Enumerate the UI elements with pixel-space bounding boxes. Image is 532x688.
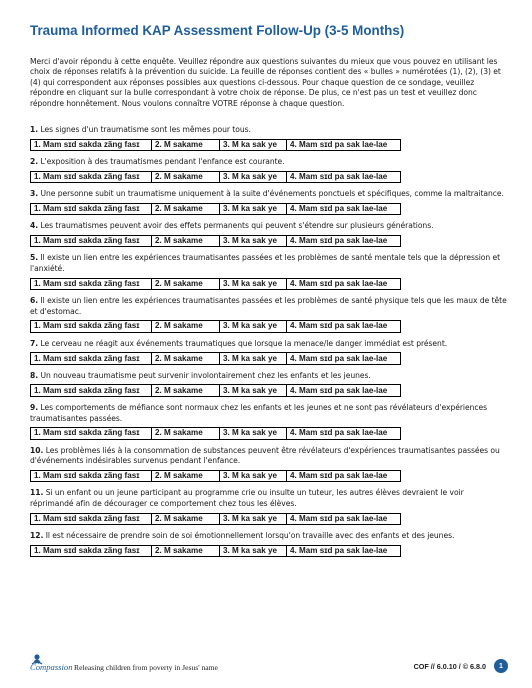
answer-option-1[interactable]: 1. Mam sɪd sakda zãng fasɪ [31, 385, 152, 396]
question-text [30, 253, 508, 274]
answer-option-1[interactable]: 1. Mam sɪd sakda zãng fasɪ [31, 471, 152, 482]
answer-option-3[interactable]: 3. M ka sak ye [220, 514, 287, 525]
answer-option-1[interactable]: 1. Mam sɪd sakda zãng fasɪ [31, 204, 152, 215]
answer-option-1[interactable]: 1. Mam sɪd sakda zãng fasɪ [31, 514, 152, 525]
answer-option-1[interactable]: 1. Mam sɪd sakda zãng fasɪ [31, 236, 152, 247]
answer-option-2[interactable]: 2. M sakame [152, 140, 220, 151]
document-code: COF // 6.0.10 / © 6.8.0 [413, 662, 486, 671]
footer-tagline: Releasing children from poverty in Jesus' name [74, 663, 218, 672]
question-list [30, 125, 508, 563]
question-item [30, 446, 508, 483]
answer-option-1[interactable]: 1. Mam sɪd sakda zãng fasɪ [31, 279, 152, 290]
answer-option-4[interactable]: 4. Mam sɪd pa sak lae-lae [290, 171, 388, 181]
question-label: Les comportements de méfiance sont normaux chez les enfants et les jeunes et ne sont pas révélateurs d'expériences traumatisantes passées. [30, 402, 488, 423]
answer-option-4[interactable]: 4. Mam sɪd pa sak lae-lae [290, 203, 388, 213]
answer-options [30, 545, 401, 558]
answer-options [30, 139, 401, 152]
answer-option-2[interactable]: 2. M sakame [152, 279, 220, 290]
question-number: 6. [30, 296, 39, 306]
question-text [30, 157, 508, 168]
question-number: 2. [30, 157, 39, 167]
answer-option-3[interactable]: 3. M ka sak ye [220, 279, 287, 290]
question-text [30, 339, 508, 350]
question-text [30, 446, 508, 467]
answer-option-2[interactable]: 2. M sakame [152, 236, 220, 247]
answer-option-1[interactable]: 1. Mam sɪd sakda zãng fasɪ [31, 428, 152, 439]
question-label: Il est nécessaire de prendre soin de soi émotionnellement lorsqu'on travaille avec des enfants et des jeunes. [45, 531, 455, 540]
question-item [30, 403, 508, 440]
question-label: Les problèmes liés à la consommation de substances peuvent être révélateurs d'expériences traumatisantes passées ou d'événements indésirables survenus pendant l'enfance. [30, 445, 500, 466]
question-label: Un nouveau traumatisme peut survenir involontairement chez les enfants et les jeunes. [40, 370, 371, 380]
question-number: 7. [30, 338, 39, 348]
question-label: Une personne subit un traumatisme uniquement à la suite d'événements ponctuels et spécifiques, comme la maltraitance. [40, 189, 504, 199]
answer-option-2[interactable]: 2. M sakame [152, 204, 220, 215]
answer-option-1[interactable]: 1. Mam sɪd sakda zãng fasɪ [31, 172, 152, 183]
question-label: L'exposition à des traumatismes pendant l'enfance est courante. [40, 157, 285, 167]
question-item [30, 339, 508, 365]
answer-option-3[interactable]: 3. M ka sak ye [220, 321, 287, 332]
answer-options [30, 513, 401, 526]
question-text [30, 488, 508, 509]
answer-option-1[interactable]: 1. Mam sɪd sakda zãng fasɪ [31, 546, 152, 557]
answer-option-3[interactable]: 3. M ka sak ye [220, 353, 287, 364]
page-footer [30, 652, 508, 676]
page-title: Trauma Informed KAP Assessment Follow-Up (3-5 Months) [30, 23, 405, 38]
answer-option-3[interactable]: 3. M ka sak ye [220, 140, 287, 151]
answer-option-2[interactable]: 2. M sakame [152, 172, 220, 183]
question-label: Le cerveau ne réagit aux événements traumatiques que lorsque la menace/le danger immédiat est présent. [40, 338, 448, 348]
question-item [30, 296, 508, 333]
answer-options [30, 278, 401, 291]
answer-option-2[interactable]: 2. M sakame [152, 353, 220, 364]
question-label: Il existe un lien entre les expériences traumatisantes passées et les problèmes de santé mentale tels que la dépression et l'anxiété. [30, 253, 501, 273]
answer-option-3[interactable]: 3. M ka sak ye [220, 172, 287, 183]
answer-option-4[interactable]: 4. Mam sɪd pa sak lae-lae [290, 385, 388, 395]
question-number: 3. [30, 189, 39, 199]
question-item [30, 221, 508, 247]
question-item [30, 488, 508, 525]
answer-option-4[interactable]: 4. Mam sɪd pa sak lae-lae [290, 353, 388, 363]
answer-option-3[interactable]: 3. M ka sak ye [220, 428, 287, 439]
answer-option-4[interactable]: 4. Mam sɪd pa sak lae-lae [290, 513, 388, 523]
question-number: 4. [30, 221, 39, 231]
answer-option-4[interactable]: 4. Mam sɪd pa sak lae-lae [290, 236, 388, 246]
answer-options [30, 235, 401, 248]
question-label: Si un enfant ou un jeune participant au programme crie ou insulte un tuteur, les autres élèves devraient le voir réprimandé afin de décourager ce comportement chez tous les élèves. [30, 488, 464, 508]
question-text [30, 189, 508, 200]
question-number: 8. [30, 370, 39, 380]
answer-option-4[interactable]: 4. Mam sɪd pa sak lae-lae [290, 278, 388, 288]
question-number: 9. [30, 402, 39, 412]
answer-option-4[interactable]: 4. Mam sɪd pa sak lae-lae [290, 471, 388, 481]
answer-options [30, 320, 401, 333]
answer-option-2[interactable]: 2. M sakame [152, 428, 220, 439]
answer-option-1[interactable]: 1. Mam sɪd sakda zãng fasɪ [31, 353, 152, 364]
answer-option-4[interactable]: 4. Mam sɪd pa sak lae-lae [290, 545, 388, 555]
question-label: Les traumatismes peuvent avoir des effets permanents qui peuvent s'étendre sur plusieurs générations. [40, 221, 434, 231]
answer-options [30, 352, 401, 365]
question-number: 5. [30, 253, 39, 263]
question-number: 1. [30, 125, 39, 134]
question-number: 11. [30, 488, 44, 498]
answer-option-3[interactable]: 3. M ka sak ye [220, 204, 287, 215]
answer-option-2[interactable]: 2. M sakame [152, 514, 220, 525]
page-number-badge: 1 [494, 659, 508, 673]
question-number: 10. [30, 445, 44, 455]
answer-option-2[interactable]: 2. M sakame [152, 385, 220, 396]
answer-option-1[interactable]: 1. Mam sɪd sakda zãng fasɪ [31, 321, 152, 332]
intro-paragraph: Merci d'avoir répondu à cette enquête. Veuillez répondre aux questions suivantes du mieux que vous pouvez en utilisant les choix de réponses relatifs à la prévention du suicide. La feuille de réponses contient des « bulles » numérotées (1), (2), (3) et (4) qui correspondent aux réponses possibles aux questions ci-dessous. Pour chaque question de ce sondage, veuillez répondre en cliquant sur la bulle correspondant à votre choix de réponse. De plus, ce n'est pas un test et veuillez donc répondre honnêtement. Nous voulons connaître VOTRE réponse à chaque question. [30, 57, 501, 108]
answer-option-2[interactable]: 2. M sakame [152, 546, 220, 557]
question-text [30, 221, 508, 232]
answer-option-3[interactable]: 3. M ka sak ye [220, 236, 287, 247]
question-item [30, 157, 508, 183]
answer-option-3[interactable]: 3. M ka sak ye [220, 385, 287, 396]
answer-option-1[interactable]: 1. Mam sɪd sakda zãng fasɪ [31, 140, 152, 151]
question-label: Il existe un lien entre les expériences traumatisantes passées et les problèmes de santé physique tels que les maux de tête et d'estomac. [30, 296, 507, 316]
answer-options [30, 427, 401, 440]
answer-option-4[interactable]: 4. Mam sɪd pa sak lae-lae [290, 139, 388, 149]
answer-option-3[interactable]: 3. M ka sak ye [220, 471, 287, 482]
answer-options [30, 384, 401, 397]
answer-option-4[interactable]: 4. Mam sɪd pa sak lae-lae [290, 321, 388, 331]
question-item [30, 125, 508, 151]
question-text [30, 371, 508, 382]
question-item [30, 531, 508, 557]
question-text [30, 531, 508, 542]
question-text [30, 403, 508, 424]
answer-options [30, 203, 401, 216]
answer-options [30, 171, 401, 184]
question-number: 12. [30, 531, 44, 540]
question-item [30, 371, 508, 397]
question-text [30, 296, 508, 317]
answer-option-2[interactable]: 2. M sakame [152, 321, 220, 332]
answer-option-2[interactable]: 2. M sakame [152, 471, 220, 482]
answer-option-3[interactable]: 3. M ka sak ye [220, 546, 287, 557]
answer-option-4[interactable]: 4. Mam sɪd pa sak lae-lae [290, 428, 388, 438]
question-item [30, 253, 508, 290]
question-item [30, 189, 508, 215]
question-text [30, 125, 508, 136]
answer-options [30, 470, 401, 483]
question-label: Les signes d'un traumatisme sont les mêmes pour tous. [40, 125, 251, 134]
logo-wordmark: Compassion [30, 662, 73, 672]
